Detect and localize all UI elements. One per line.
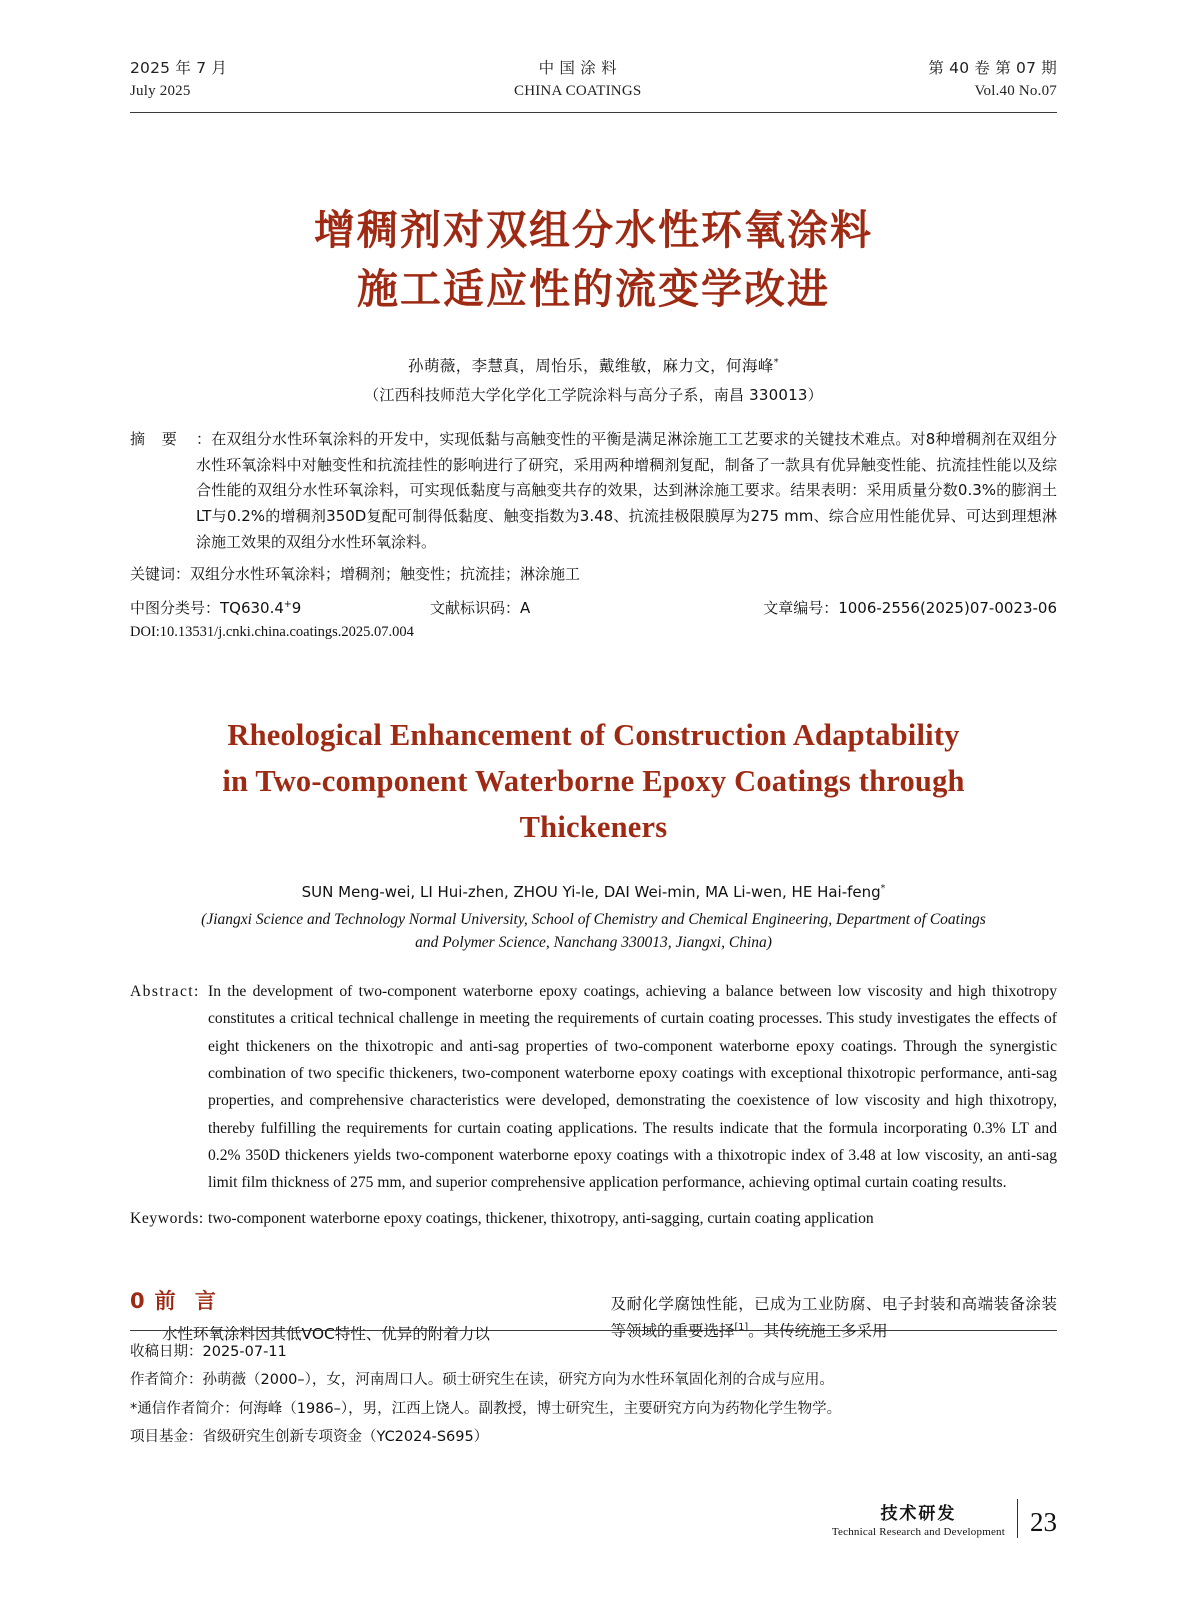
footer-column-label-en: Technical Research and Development bbox=[831, 1526, 1005, 1538]
running-head bbox=[130, 56, 1057, 112]
section-heading bbox=[130, 1285, 577, 1315]
authors-en-marker: * bbox=[880, 882, 886, 894]
section-number: 0 bbox=[130, 1288, 155, 1313]
section-title: 前 言 bbox=[154, 1288, 222, 1313]
running-head-date-en: July 2025 bbox=[130, 83, 191, 100]
authors-cn-text: 孙萌薇，李慧真，周怡乐，戴维敏，麻力文，何海峰 bbox=[408, 356, 774, 375]
page-title-en bbox=[130, 713, 1057, 850]
affiliation-cn: （江西科技师范大学化学化工学院涂料与高分子系，南昌 330013） bbox=[364, 385, 823, 404]
page-footer bbox=[832, 1499, 1057, 1538]
page-title-cn-line2: 施工适应性的流变学改进 bbox=[357, 265, 830, 314]
journal-name-cn: 中 国 涂 料 bbox=[538, 59, 617, 77]
running-head-right bbox=[928, 56, 1057, 103]
page-title-cn-line1: 增稠剂对双组分水性环氧涂料 bbox=[314, 206, 873, 254]
doi: DOI:10.13531/j.cnki.china.coatings.2025.07.004 bbox=[130, 624, 414, 641]
page-title-en-line1: Rheological Enhancement of Construction Adaptability bbox=[227, 718, 960, 753]
volume-issue-en: Vol.40 No.07 bbox=[974, 83, 1057, 100]
header-rule bbox=[130, 112, 1057, 113]
keywords-cn: 关键词：双组分水性环氧涂料；增稠剂；触变性；抗流挂；淋涂施工 bbox=[130, 564, 581, 583]
authors-en bbox=[130, 883, 1057, 901]
clc-number bbox=[130, 597, 430, 618]
footnotes bbox=[130, 1338, 1057, 1451]
authors-en-text: SUN Meng-wei, LI Hui-zhen, ZHOU Yi-le, DAI Wei-min, MA Li-wen, HE Hai-feng bbox=[301, 882, 881, 901]
abstract-en-text: In the development of two-component waterborne epoxy coatings, achieving a balance between low viscosity and high thixotropy constitutes a critical technical challenge in meeting the requirements of curtain coating processes. This study investigates the effects of eight thickeners on the thixotropic and anti-sag properties of two-component waterborne epoxy coatings. Through the synergistic combination of two specific thickeners, two-component waterborne epoxy coatings with exceptional thixotropic performance, anti-sag properties, and comprehensive characteristics were developed, demonstrating the coexistence of low viscosity and high thixotropy, thereby fulfilling the requirements for curtain coating applications. The results indicate that the formula incorporating 0.3% LT and 0.2% 350D thickeners yields two-component waterborne epoxy coatings with a thixotropic index of 3.48 at low viscosity, an anti-sag limit film thickness of 275 mm, and superior comprehensive application performance, achieving optimal curtain coating results. bbox=[208, 983, 1057, 1192]
keywords-en bbox=[130, 1206, 1057, 1233]
running-head-center bbox=[514, 56, 641, 103]
page-title-en-line3: Thickeners bbox=[519, 809, 668, 844]
body-paragraph-left: 水性环氧涂料因其低VOC特性、优异的附着力以 bbox=[162, 1324, 490, 1343]
citation-reference: [1] bbox=[734, 1322, 749, 1334]
authors-cn bbox=[130, 354, 1057, 376]
footnote-received-date: 收稿日期：2025-07-11 bbox=[130, 1344, 287, 1360]
footnote-author-bio: 作者简介：孙萌薇（2000–），女，河南周口人。硕士研究生在读，研究方向为水性环氧固化剂的合成与应用。 bbox=[130, 1372, 834, 1389]
abstract-cn bbox=[130, 427, 1057, 556]
body-paragraph-right-text: 及耐化学腐蚀性能，已成为工业防腐、电子封装和高端装备涂装等领域的重要选择 bbox=[610, 1294, 1057, 1341]
footnote-corresponding-author: *通信作者简介：何海峰（1986–），男，江西上饶人。副教授，博士研究生，主要研究方向为药物化学生物学。 bbox=[130, 1400, 842, 1417]
clc-number-text: 中图分类号：TQ630.4 bbox=[130, 599, 284, 618]
affiliation-en-line1: (Jiangxi Science and Technology Normal University, School of Chemistry and Chemical Engineering, Department of Coatings bbox=[201, 910, 986, 928]
keywords-en-label: Keywords: bbox=[130, 1210, 204, 1228]
journal-name-en: CHINA COATINGS bbox=[514, 83, 642, 100]
abstract-cn-label: 摘 要 bbox=[130, 429, 183, 448]
metadata-row bbox=[130, 597, 1057, 618]
footnote-funding: 项目基金：省级研究生创新专项资金（YC2024-S695） bbox=[130, 1428, 489, 1445]
page-title-cn bbox=[130, 201, 1057, 320]
page-title-en-line2: in Two-component Waterborne Epoxy Coatings through bbox=[222, 764, 965, 799]
running-head-left bbox=[130, 56, 227, 103]
clc-number-sup: + bbox=[283, 599, 292, 611]
affiliation-en-line2: and Polymer Science, Nanchang 330013, Jiangxi, China) bbox=[415, 933, 772, 951]
abstract-en-label: Abstract: bbox=[130, 983, 200, 1001]
footer-column-label-cn: 技术研发 bbox=[880, 1504, 957, 1524]
page-number: 23 bbox=[1030, 1507, 1057, 1537]
authors-cn-marker: * bbox=[773, 356, 779, 368]
keywords-en-text: two-component waterborne epoxy coatings, thickener, thixotropy, anti-sagging, curtain coating application bbox=[208, 1210, 874, 1228]
affiliation-en bbox=[130, 908, 1057, 955]
running-head-date-cn: 2025 年 7 月 bbox=[130, 59, 228, 77]
footnote-rule bbox=[130, 1330, 1057, 1331]
abstract-cn-text: ：在双组分水性环氧涂料的开发中，实现低黏与高触变性的平衡是满足淋涂施工工艺要求的关键技术难点。对8种增稠剂在双组分水性环氧涂料中对触变性和抗流挂性的影响进行了研究，采用两种增稠剂复配，制备了一款具有优异触变性能、抗流挂性能以及综合性能的双组分水性环氧涂料，可实现低黏度与高触变共存的效果，达到淋涂施工要求。结果表明：采用质量分数0.3%的膨润土LT与0.2%的增稠剂350D复配可制得低黏度、触变指数为3.48、抗流挂极限膜厚为275 mm、综合应用性能优异、可达到理想淋涂施工效果的双组分水性环氧涂料。 bbox=[196, 429, 1057, 552]
document-code: 文献标识码：A bbox=[430, 599, 531, 618]
footer-column-label bbox=[832, 1499, 1018, 1538]
clc-number-tail: 9 bbox=[291, 599, 302, 618]
body-paragraph-right-tail: 。其传统施工多采用 bbox=[748, 1322, 888, 1341]
abstract-en bbox=[130, 978, 1057, 1196]
article-id: 文章编号：1006-2556(2025)07-0023-06 bbox=[763, 599, 1057, 618]
volume-issue-cn: 第 40 卷 第 07 期 bbox=[928, 59, 1057, 77]
